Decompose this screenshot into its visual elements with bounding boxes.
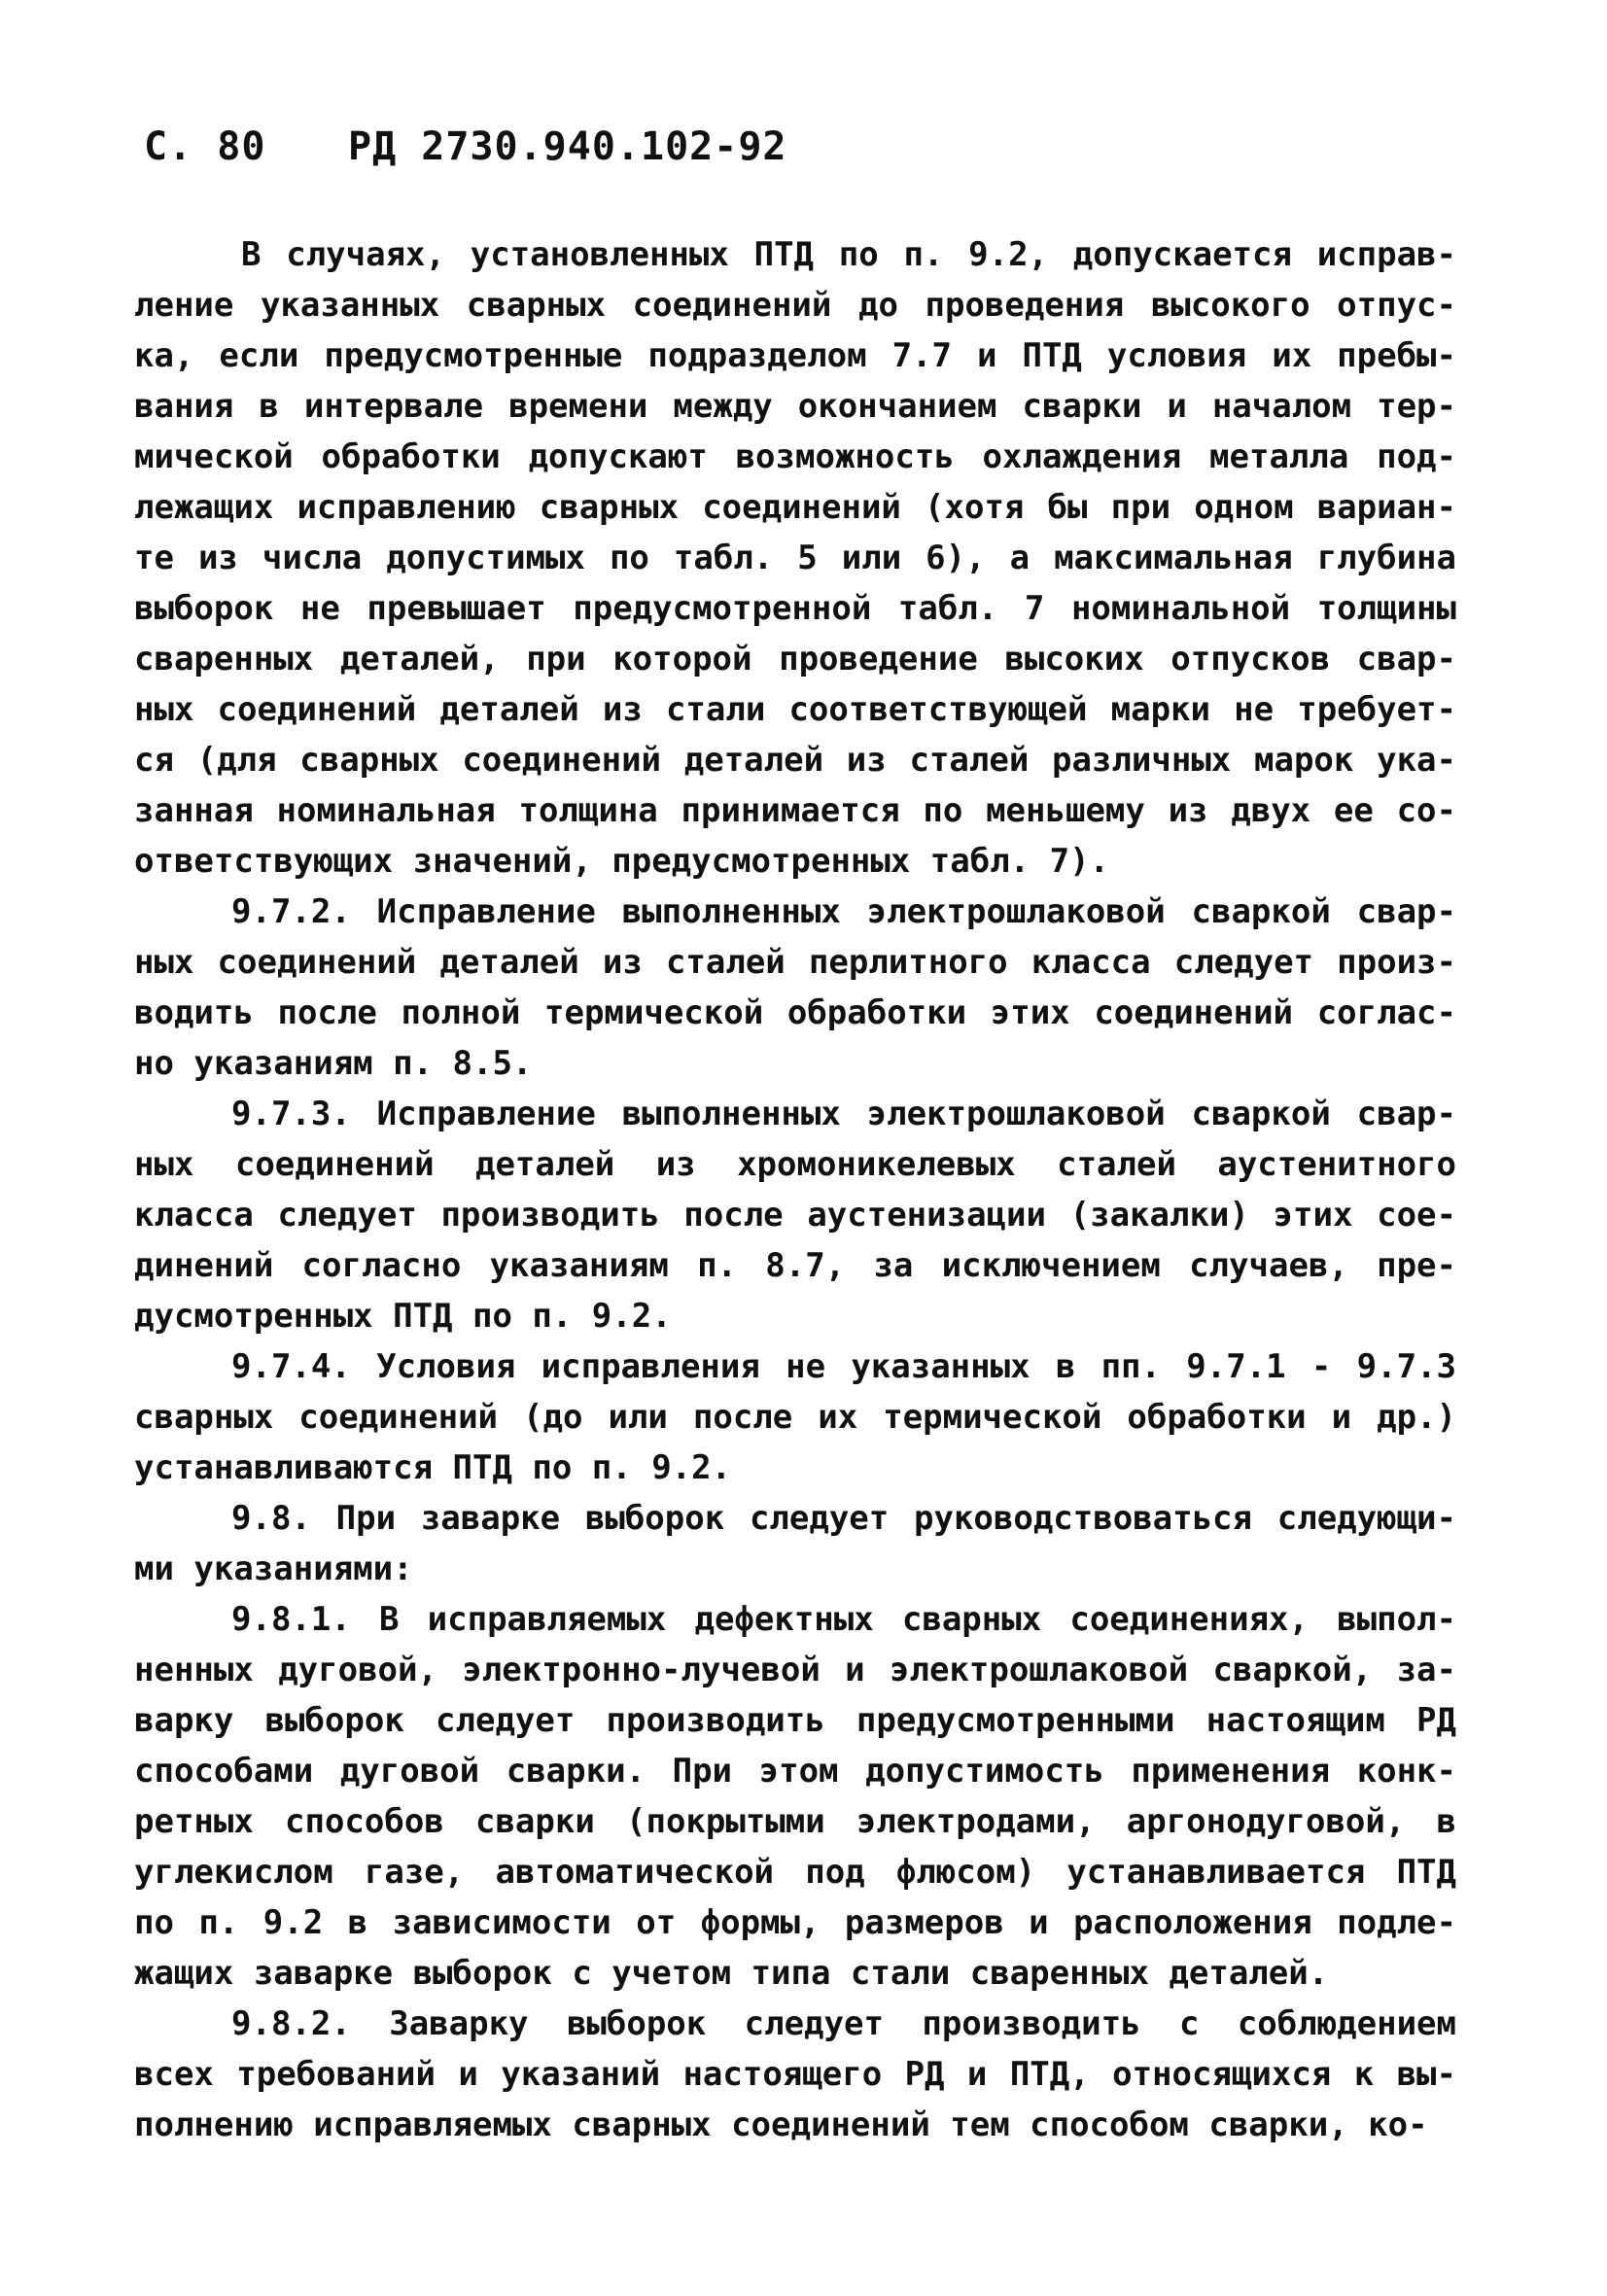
paragraph [134,1089,1456,1341]
document-body [134,229,1456,2150]
text-line: 9.7.4. Условия исправления не указанных в пп. 9.7.1 - 9.7.3 [231,1347,1456,1386]
text-line: всех требований и указаний настоящего РД и ПТД, относящихся к вы- [134,2055,1456,2094]
text-line: класса следует производить после аустенизации (закалки) этих сое- [134,1196,1456,1235]
text-line: вания в интервале времени между окончанием сварки и началом тер- [134,387,1456,426]
text-line: водить после полной термической обработки этих соединений соглас- [134,993,1456,1032]
paragraph [134,887,1456,1089]
text-line: 9.8.2. Заварку выборок следует производить с соблюдением [231,2004,1456,2043]
text-line: 9.7.2. Исправление выполненных электрошлаковой сваркой свар- [231,892,1456,931]
text-line: по п. 9.2 в зависимости от формы, размеров и расположения подле- [134,1903,1456,1942]
text-line: варку выборок следует производить предусмотренными настоящим РД [134,1701,1456,1740]
text-line: способами дуговой сварки. При этом допустимость применения конк- [134,1752,1456,1791]
text-line: лежащих исправлению сварных соединений (хотя бы при одном вариан- [134,488,1456,527]
text-line: 9.8.1. В исправляемых дефектных сварных соединениях, выпол- [231,1600,1456,1639]
text-line: ми указаниями: [134,1549,413,1588]
text-line: мической обработки допускают возможность охлаждения металла под- [134,437,1456,476]
text-line: углекислом газе, автоматической под флюсом) устанавливается ПТД [134,1853,1456,1892]
text-line: ных соединений деталей из хромоникелевых сталей аустенитного [134,1145,1456,1184]
page-number: С. 80 [144,124,266,169]
text-line: ненных дуговой, электронно-лучевой и электрошлаковой сваркой, за- [134,1651,1456,1689]
text-line: ка, если предусмотренные подразделом 7.7 и ПТД условия их пребы- [134,336,1456,375]
paragraph [134,1594,1456,1999]
text-line: выборок не превышает предусмотренной табл. 7 номинальной толщины [134,589,1456,628]
text-line: ретных способов сварки (покрытыми электродами, аргонодуговой, в [134,1802,1456,1841]
text-line: 9.7.3. Исправление выполненных электрошлаковой сваркой свар- [231,1095,1456,1133]
text-line: сварных соединений (до или после их термической обработки и др.) [134,1398,1456,1437]
text-line: те из числа допустимых по табл. 5 или 6), а максимальная глубина [134,539,1456,577]
text-line: В случаях, установленных ПТД по п. 9.2, допускается исправ- [241,235,1456,274]
text-line: жащих заварке выборок с учетом типа стали сваренных деталей. [134,1954,1329,1993]
text-line: но указаниям п. 8.5. [134,1044,533,1083]
paragraph [134,1999,1456,2150]
paragraph [134,1493,1456,1594]
text-line: устанавливаются ПТД по п. 9.2. [134,1448,732,1487]
text-line: дусмотренных ПТД по п. 9.2. [134,1297,672,1336]
text-line: ответствующих значений, предусмотренных табл. 7). [134,842,1110,881]
text-line: 9.8. При заварке выборок следует руководствоваться следующи- [231,1499,1456,1538]
paragraph [134,229,1456,887]
text-line: ся (для сварных соединений деталей из сталей различных марок ука- [134,741,1456,780]
text-line: сваренных деталей, при которой проведение высоких отпусков свар- [134,640,1456,678]
text-line: полнению исправляемых сварных соединений тем способом сварки, ко- [134,2105,1428,2144]
text-line: динений согласно указаниям п. 8.7, за исключением случаев, пре- [134,1246,1456,1285]
page-header [144,124,786,169]
text-line: ных соединений деталей из сталей перлитного класса следует произ- [134,943,1456,982]
text-line: ных соединений деталей из стали соответствующей марки не требует- [134,690,1456,729]
document-code: РД 2730.940.102-92 [348,124,787,169]
paragraph [134,1341,1456,1493]
text-line: ление указанных сварных соединений до проведения высокого отпус- [134,286,1456,325]
text-line: занная номинальная толщина принимается по меньшему из двух ее со- [134,791,1456,830]
